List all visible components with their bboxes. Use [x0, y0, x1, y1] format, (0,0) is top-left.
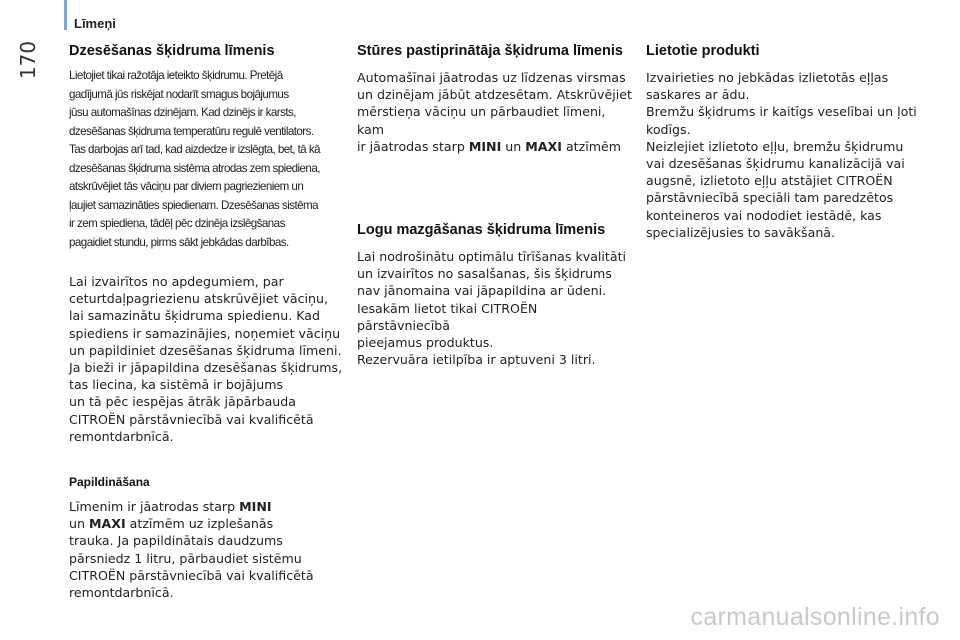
- column-coolant: [69, 42, 344, 601]
- watermark: carmanualsonline.info: [690, 603, 940, 631]
- column-steering-washer: [357, 42, 632, 368]
- section-bar: [64, 0, 67, 30]
- coolant-heading: Dzesēšanas šķidruma līmenis: [69, 43, 275, 59]
- section-title: Līmeņi: [74, 16, 116, 31]
- column-used-products: [646, 42, 926, 241]
- coolant-warning: Lietojiet tikai ražotāja ieteikto šķidrumu. Pretējā gadījumā jūs riskējat nodarīt smagus bojājumus jūsu automašīnas dzinējam. Kad dzinējs ir karsts, dzesēšanas šķidruma temperatūru regulē ventilators. Tas darbojas arī tad, kad aizdedze ir izslēgta, bet, tā kā dzesēšanas šķidruma sistēma atrodas zem spiediena, atskrūvējiet tās vāciņu par diviem pagriezieniem un ļaujiet samazināties spiedienam. Dzesēšanas sistēma ir zem spiediena, tādēļ pēc dzinēja izslēgšanas pagaidiet stundu, pirms sākt jebkādas darbības.: [69, 69, 321, 249]
- steering-heading: Stūres pastiprinātāja šķidruma līmenis: [357, 43, 623, 59]
- refill-subheading: Papildināšana: [69, 475, 150, 490]
- page-number: 170: [16, 40, 40, 80]
- washer-paragraph: Lai nodrošinātu optimālu tīrīšanas kvalitāti un izvairītos no sasalšanas, šis šķidrums nav jānomaina vai jāpapildina ar ūdeni. Iesakām lietot tikai CITROËN pārstāvniecībā pieejamus produktus. Rezervuāra ietilpība ir aptuveni 3 litri.: [357, 249, 627, 368]
- used-products-heading: Lietotie produkti: [646, 43, 760, 59]
- coolant-paragraph: Lai izvairītos no apdegumiem, par ceturtdaļpagriezienu atskrūvējiet vāciņu, lai samazinātu šķidruma spiedienu. Kad spiediens ir samazinājies, noņemiet vāciņu un papildiniet dzesēšanas šķidruma līmeni. Ja bieži ir jāpapildina dzesēšanas šķidrums, tas liecina, ka sistēmā ir bojājums un tā pēc iespējas ātrāk jāpārbauda CITROËN pārstāvniecībā vai kvalificētā remontdarbnīcā.: [69, 274, 343, 444]
- refill-paragraph: Līmenim ir jāatrodas starp MINI un MAXI atzīmēm uz izplešanās trauka. Ja papildinātais daudzums pārsniedz 1 litru, pārbaudiet sistēmu CITROËN pārstāvniecībā vai kvalificētā remontdarbnīcā.: [69, 499, 314, 601]
- washer-heading: Logu mazgāšanas šķidruma līmenis: [357, 222, 606, 239]
- steering-paragraph: Automašīnai jāatrodas uz līdzenas virsmas un dzinējam jābūt atdzesētam. Atskrūvējiet mērstieņa vāciņu un pārbaudiet līmeni, kam ir jāatrodas starp MINI un MAXI atzīmēm: [357, 70, 632, 154]
- used-products-paragraph: Izvairieties no jebkādas izlietotās eļļas saskares ar ādu. Bremžu šķidrums ir kaitīgs veselībai un ļoti kodīgs. Neizlejiet izlietoto eļļu, bremžu šķidrumu vai dzesēšanas šķidrumu kanalizācijā vai augsnē, izlietoto eļļu atstājiet CITROËN pārstāvniecībā speciāli tam paredzētos konteineros vai nododiet iestādē, kas specializējusies to savākšanā.: [646, 70, 917, 240]
